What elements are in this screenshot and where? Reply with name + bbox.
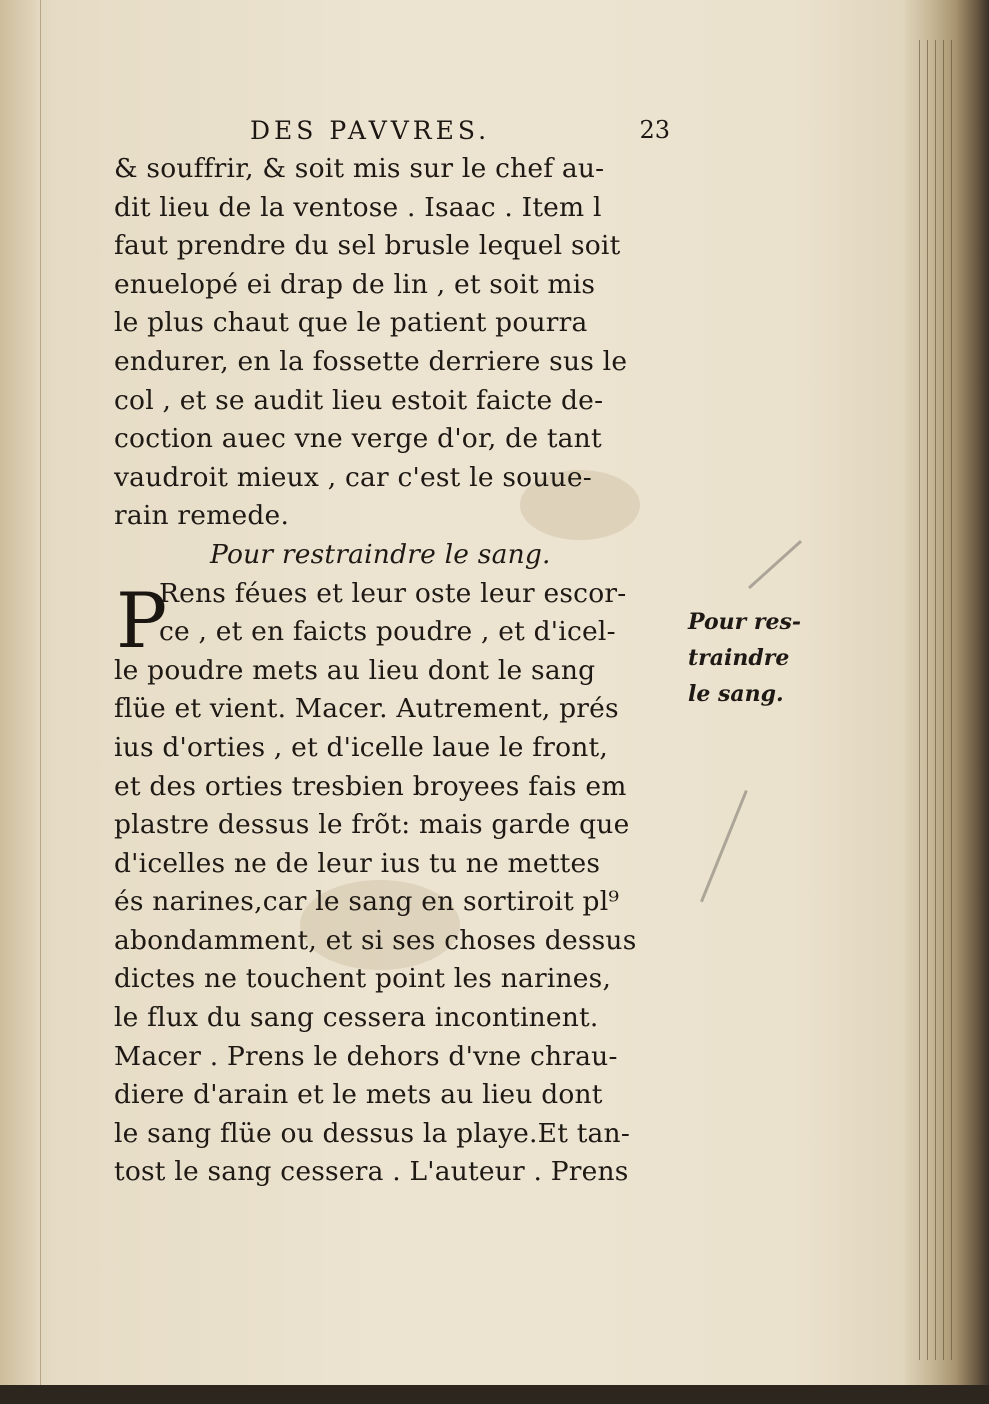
text-line: et des orties tresbien broyees fais em: [114, 770, 627, 802]
text-line: ius d'orties , et d'icelle laue le front,: [114, 731, 608, 763]
text-line: dit lieu de la ventose . Isaac . Item l: [114, 191, 602, 223]
text-line: tost le sang cessera . L'auteur . Prens: [114, 1156, 629, 1188]
text-line: le sang flüe ou dessus la playe.Et tan-: [114, 1117, 630, 1149]
margin-note-line: le sang.: [688, 681, 784, 707]
text-line: le poudre mets au lieu dont le sang: [114, 654, 596, 686]
text-line: enuelopé ei drap de lin , et soit mis: [114, 268, 596, 300]
text-line: diere d'arain et le mets au lieu dont: [114, 1079, 603, 1111]
text-line: endurer, en la fossette derriere sus le: [114, 345, 628, 377]
text-line: le flux du sang cessera incontinent.: [114, 1002, 599, 1034]
section-heading: Pour restraindre le sang.: [210, 538, 551, 570]
margin-note: [688, 604, 818, 712]
body-text: [114, 150, 674, 1192]
text-line: és narines,car le sang en sortiroit pl⁹: [114, 886, 620, 918]
drop-cap-block: [114, 575, 674, 665]
text-line: dictes ne touchent point les narines,: [114, 963, 612, 995]
margin-note-line: Pour res-: [688, 609, 801, 635]
margin-note-line: traindre: [688, 645, 790, 671]
text-line: vaudroit mieux , car c'est le souue-: [114, 461, 592, 493]
left-page-edge: [0, 0, 41, 1404]
text-line: le plus chaut que le patient pourra: [114, 307, 588, 339]
page-header: [250, 116, 670, 146]
text-line: plastre dessus le frõt: mais garde que: [114, 809, 630, 841]
running-title: DES PAVVRES.: [250, 116, 491, 145]
bottom-shadow: [0, 1385, 989, 1404]
text-line: flüe et vient. Macer. Autrement, prés: [114, 693, 619, 725]
text-line: coction auec vne verge d'or, de tant: [114, 423, 602, 455]
text-line: ce , et en faicts poudre , et d'icel-: [159, 616, 616, 648]
page-number: 23: [639, 116, 670, 144]
text-line: Macer . Prens le dehors d'vne chrau-: [114, 1040, 618, 1072]
text-line: Rens féues et leur oste leur escor-: [159, 577, 627, 609]
text-line: faut prendre du sel brusle lequel soit: [114, 230, 621, 262]
text-line: col , et se audit lieu estoit faicte de-: [114, 384, 604, 416]
text-line: d'icelles ne de leur ius tu ne mettes: [114, 847, 601, 879]
drop-cap: P: [116, 575, 168, 665]
text-line: rain remede.: [114, 500, 290, 532]
book-fore-edge: [905, 0, 989, 1404]
text-line: & souffrir, & soit mis sur le chef au-: [114, 153, 605, 184]
text-line: abondamment, et si ses choses dessus: [114, 924, 637, 956]
